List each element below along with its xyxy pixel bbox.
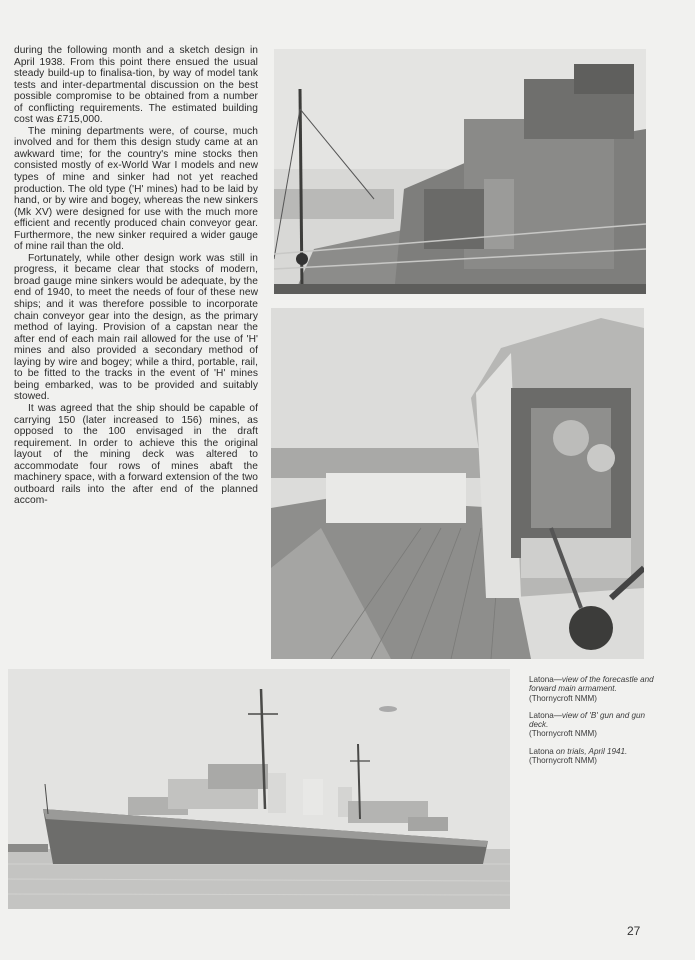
caption-ship-name: Latona	[529, 746, 554, 756]
caption-trials	[529, 747, 654, 766]
page-number: 27	[627, 924, 641, 938]
photo-captions	[529, 675, 654, 773]
caption-ship-name: Latona	[529, 675, 554, 684]
paragraph-1: during the following month and a sketch design in April 1938. From this point there ensued the usual steady build-up to finalisa-tion, by way of model tank tests and inter-departmental discussion on the best possible compromise to be obtained from a number of conflicting requirements. The estimated building cost was £715,000.	[14, 45, 258, 126]
caption-forecastle	[529, 675, 654, 703]
caption-description: on trials, April 1941.	[553, 746, 628, 756]
forecastle-photo	[274, 49, 646, 294]
caption-ship-name: Latona	[529, 710, 554, 720]
b-gun-deck-photo	[271, 308, 644, 659]
caption-credit: (Thornycroft NMM)	[529, 693, 597, 703]
caption-description: —view of 'B' gun and gun deck.	[529, 710, 646, 730]
caption-credit: (Thornycroft NMM)	[529, 756, 597, 766]
caption-b-gun	[529, 711, 654, 739]
paragraph-4: It was agreed that the ship should be capable of carrying 150 (later increased to 156) mines, as opposed to the 100 envisaged in the draft requirement. In order to achieve this the original layout of the mining deck was altered to accommodate four rows of mines abaft the machinery space, with a forward extension of the two outboard rails into the after end of the planned accom-	[14, 402, 258, 507]
ship-trials-photo	[8, 669, 510, 909]
caption-description: —view of the forecastle and forward main armament.	[529, 675, 654, 694]
caption-credit: (Thornycroft NMM)	[529, 729, 597, 739]
article-body	[14, 45, 258, 507]
paragraph-2: The mining departments were, of course, much involved and for them this design study came at an awkward time; for the country's mine stocks then consisted mostly of ex-World War I models and new types of mine and sinker had not yet reached production. The old type ('H' mines) had to be laid by hand, or by wire and bogey, whereas the new sinkers (Mk XV) were designed for use with the much more efficient and recently produced chain conveyor gear. Furthermore, the new sinker required a wider gauge of mine rail than the old.	[14, 125, 258, 253]
paragraph-3: Fortunately, while other design work was still in progress, it became clear that stocks of modern, broad gauge mine sinkers would be adequate, by the end of 1940, to meet the needs of four of these new ships; and it was therefore possible to incorporate chain conveyor gear into the design, as the primary method of laying. Provision of a capstan near the after end of each main rail allowed for the use of 'H' mines and also provided a secondary method of laying by wire and bogey; while a third, portable, rail, to be fitted to the tracks in the event of 'H' mines being embarked, was to be provided and suitably stowed.	[14, 252, 258, 403]
